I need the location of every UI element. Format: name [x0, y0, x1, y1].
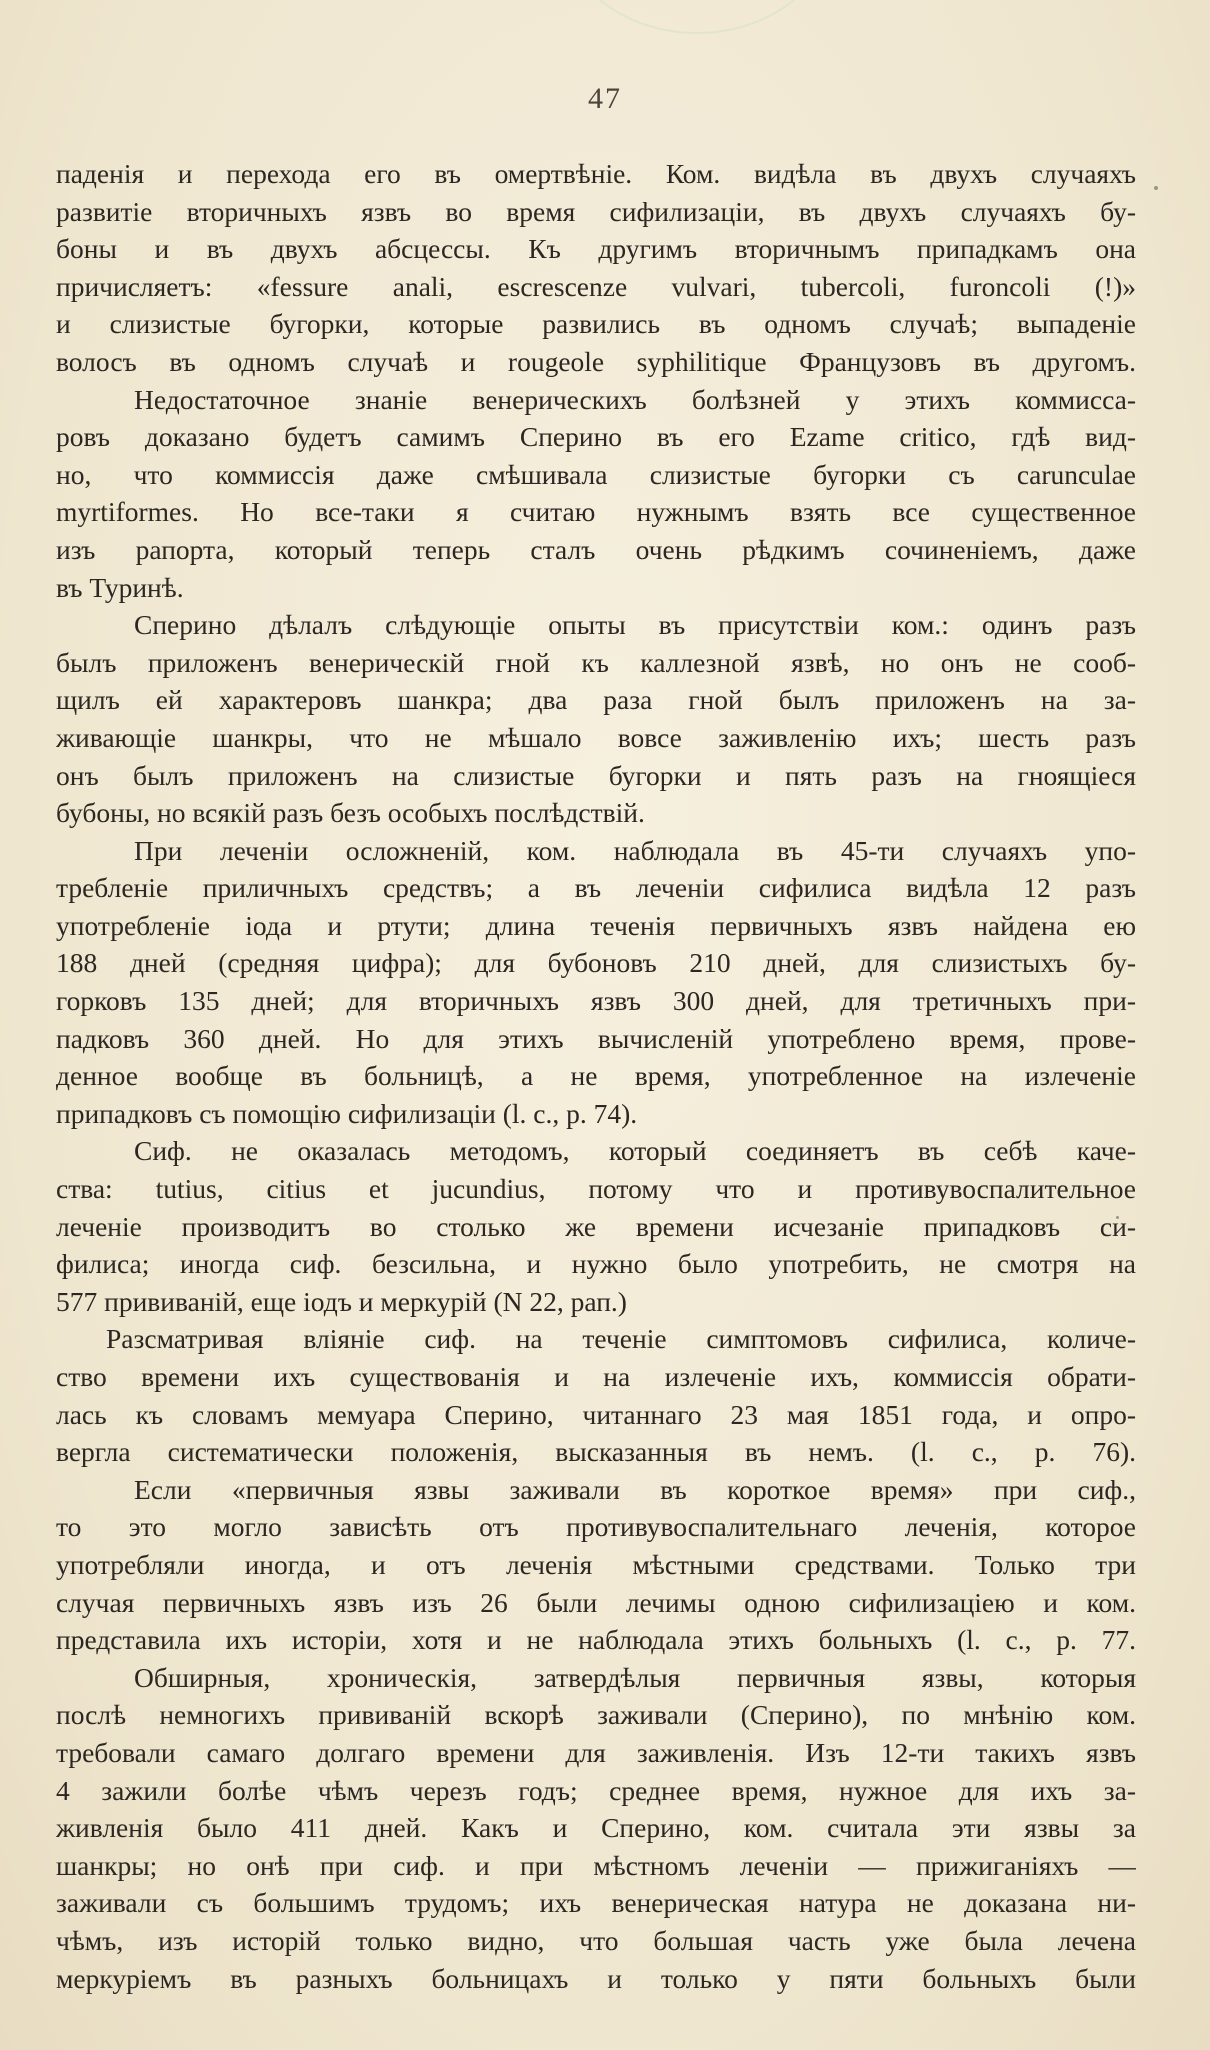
text-line: волосъ въ одномъ случаѣ и rougeole syphilitique Французовъ въ другомъ. [56, 345, 1136, 377]
text-line: бубоны, но всякій разъ безъ особыхъ послѣдствій. [56, 797, 645, 829]
text-line: и слизистые бугорки, которые развились въ одномъ случаѣ; выпаденіе [56, 308, 1136, 340]
text-line: шанкры; но онѣ при сиф. и при мѣстномъ леченіи — прижиганіяхъ — [56, 1849, 1136, 1881]
page-number: 47 [588, 82, 622, 115]
text-line: послѣ немногихъ прививаній вскорѣ заживали (Сперино), по мнѣнію ком. [56, 1699, 1136, 1731]
text-line: въ Туринѣ. [56, 571, 184, 603]
text-line: вергла систематически положенія, высказанныя въ немъ. (l. c., p. 76). [56, 1436, 1136, 1468]
text-line: При леченіи осложненій, ком. наблюдала въ 45-ти случаяхъ упо- [134, 834, 1136, 866]
text-line: Обширныя, хроническія, затвердѣлыя первичныя язвы, которыя [134, 1661, 1136, 1693]
text-line: Сиф. не оказалась методомъ, который соединяетъ въ себѣ каче- [134, 1135, 1136, 1167]
text-line: ства: tutius, citius et jucundius, потому что и противувоспалительное [56, 1173, 1136, 1205]
text-line: то это могло зависѣть отъ противувоспалительнаго леченія, которое [56, 1511, 1136, 1543]
text-line: ство времени ихъ существованія и на излеченіе ихъ, коммиссія обрати- [56, 1361, 1136, 1392]
text-line: леченіе производитъ во столько же времени исчезаніе припадковъ си- [56, 1210, 1136, 1242]
text-line: Сперино дѣлалъ слѣдующіе опыты въ присутствіи ком.: одинъ разъ [134, 609, 1136, 641]
text-line: случая первичныхъ язвъ изъ 26 были лечимы одною сифилизаціею и ком. [56, 1586, 1136, 1618]
text-line: Если «первичныя язвы заживали въ короткое время» при сиф., [134, 1473, 1136, 1505]
text-line: требовали самаго долгаго времени для заживленія. Изъ 12-ти такихъ язвъ [56, 1736, 1136, 1768]
text-line: боны и въ двухъ абсцессы. Къ другимъ вторичнымъ припадкамъ она [56, 233, 1136, 265]
paper-stain-ring [560, 0, 834, 34]
text-line: былъ приложенъ венерическій гной къ каллезной язвѣ, но онъ не сооб- [56, 646, 1136, 678]
paper-speck [1154, 186, 1158, 190]
text-line: меркуріемъ въ разныхъ больницахъ и только у пяти больныхъ были [56, 1962, 1136, 1994]
text-line: онъ былъ приложенъ на слизистые бугорки и пять разъ на гноящіеся [56, 759, 1136, 791]
text-line: 188 дней (средняя цифра); для бубоновъ 210 дней, для слизистыхъ бу- [56, 947, 1136, 979]
text-line: представила ихъ исторіи, хотя и не наблюдала этихъ больныхъ (l. c., p. 77. [56, 1624, 1136, 1656]
text-line: паденія и перехода его въ омертвѣніе. Ком. видѣла въ двухъ случаяхъ [56, 158, 1136, 189]
text-line: лась къ словамъ мемуара Сперино, читаннаго 23 мая 1851 года, и опро- [56, 1398, 1136, 1430]
text-line: денное вообще въ больницѣ, а не время, употребленное на излеченіе [56, 1060, 1136, 1092]
text-line: требленіе приличныхъ средствъ; а въ леченіи сифилиса видѣла 12 разъ [56, 872, 1136, 904]
text-line: живленія было 411 дней. Какъ и Сперино, ком. считала эти язвы за [56, 1812, 1136, 1844]
body-text [56, 155, 1136, 1997]
text-line: Разсматривая вліяніе сиф. на теченіе симптомовъ сифилиса, количе- [106, 1323, 1136, 1355]
text-line: myrtiformes. Но все-таки я считаю нужнымъ взять все существенное [56, 496, 1136, 528]
text-line: щилъ ей характеровъ шанкра; два раза гной былъ приложенъ на за- [56, 684, 1136, 716]
text-line: горковъ 135 дней; для вторичныхъ язвъ 300 дней, для третичныхъ при- [56, 985, 1136, 1017]
text-line: живающіе шанкры, что не мѣшало вовсе заживленію ихъ; шесть разъ [56, 721, 1136, 753]
text-line: 4 зажили болѣе чѣмъ черезъ годъ; среднее время, нужное для ихъ за- [56, 1774, 1136, 1806]
text-line: падковъ 360 дней. Но для этихъ вычисленій употреблено время, прове- [56, 1022, 1136, 1054]
text-line: припадковъ съ помощію сифилизаціи (l. c., p. 74). [56, 1097, 638, 1129]
text-line: но, что коммиссія даже смѣшивала слизистые бугорки съ carunculae [56, 458, 1136, 490]
text-line: развитіе вторичныхъ язвъ во время сифилизаціи, въ двухъ случаяхъ бу- [56, 195, 1136, 227]
text-line: изъ рапорта, который теперь сталъ очень рѣдкимъ сочиненіемъ, даже [56, 533, 1136, 565]
text-line: Недостаточное знаніе венерическихъ болѣзней у этихъ коммисса- [134, 383, 1136, 415]
text-line: заживали съ большимъ трудомъ; ихъ венерическая натура не доказана ни- [56, 1887, 1136, 1919]
text-line: 577 прививаній, еще іодъ и меркурій (N 22, рап.) [56, 1285, 627, 1317]
text-line: ровъ доказано будетъ самимъ Сперино въ его Ezame critico, гдѣ вид- [56, 421, 1136, 453]
text-line: причисляетъ: «fessure anali, escrescenze vulvari, tubercoli, furoncoli (!)» [56, 270, 1136, 302]
text-line: чѣмъ, изъ исторій только видно, что большая часть уже была лечена [56, 1924, 1136, 1956]
text-line: филиса; иногда сиф. безсильна, и нужно было употребить, не смотря на [56, 1248, 1136, 1280]
text-line: употребленіе іода и ртути; длина теченія первичныхъ язвъ найдена ею [56, 909, 1136, 941]
text-line: употребляли иногда, и отъ леченія мѣстными средствами. Только три [56, 1548, 1136, 1580]
